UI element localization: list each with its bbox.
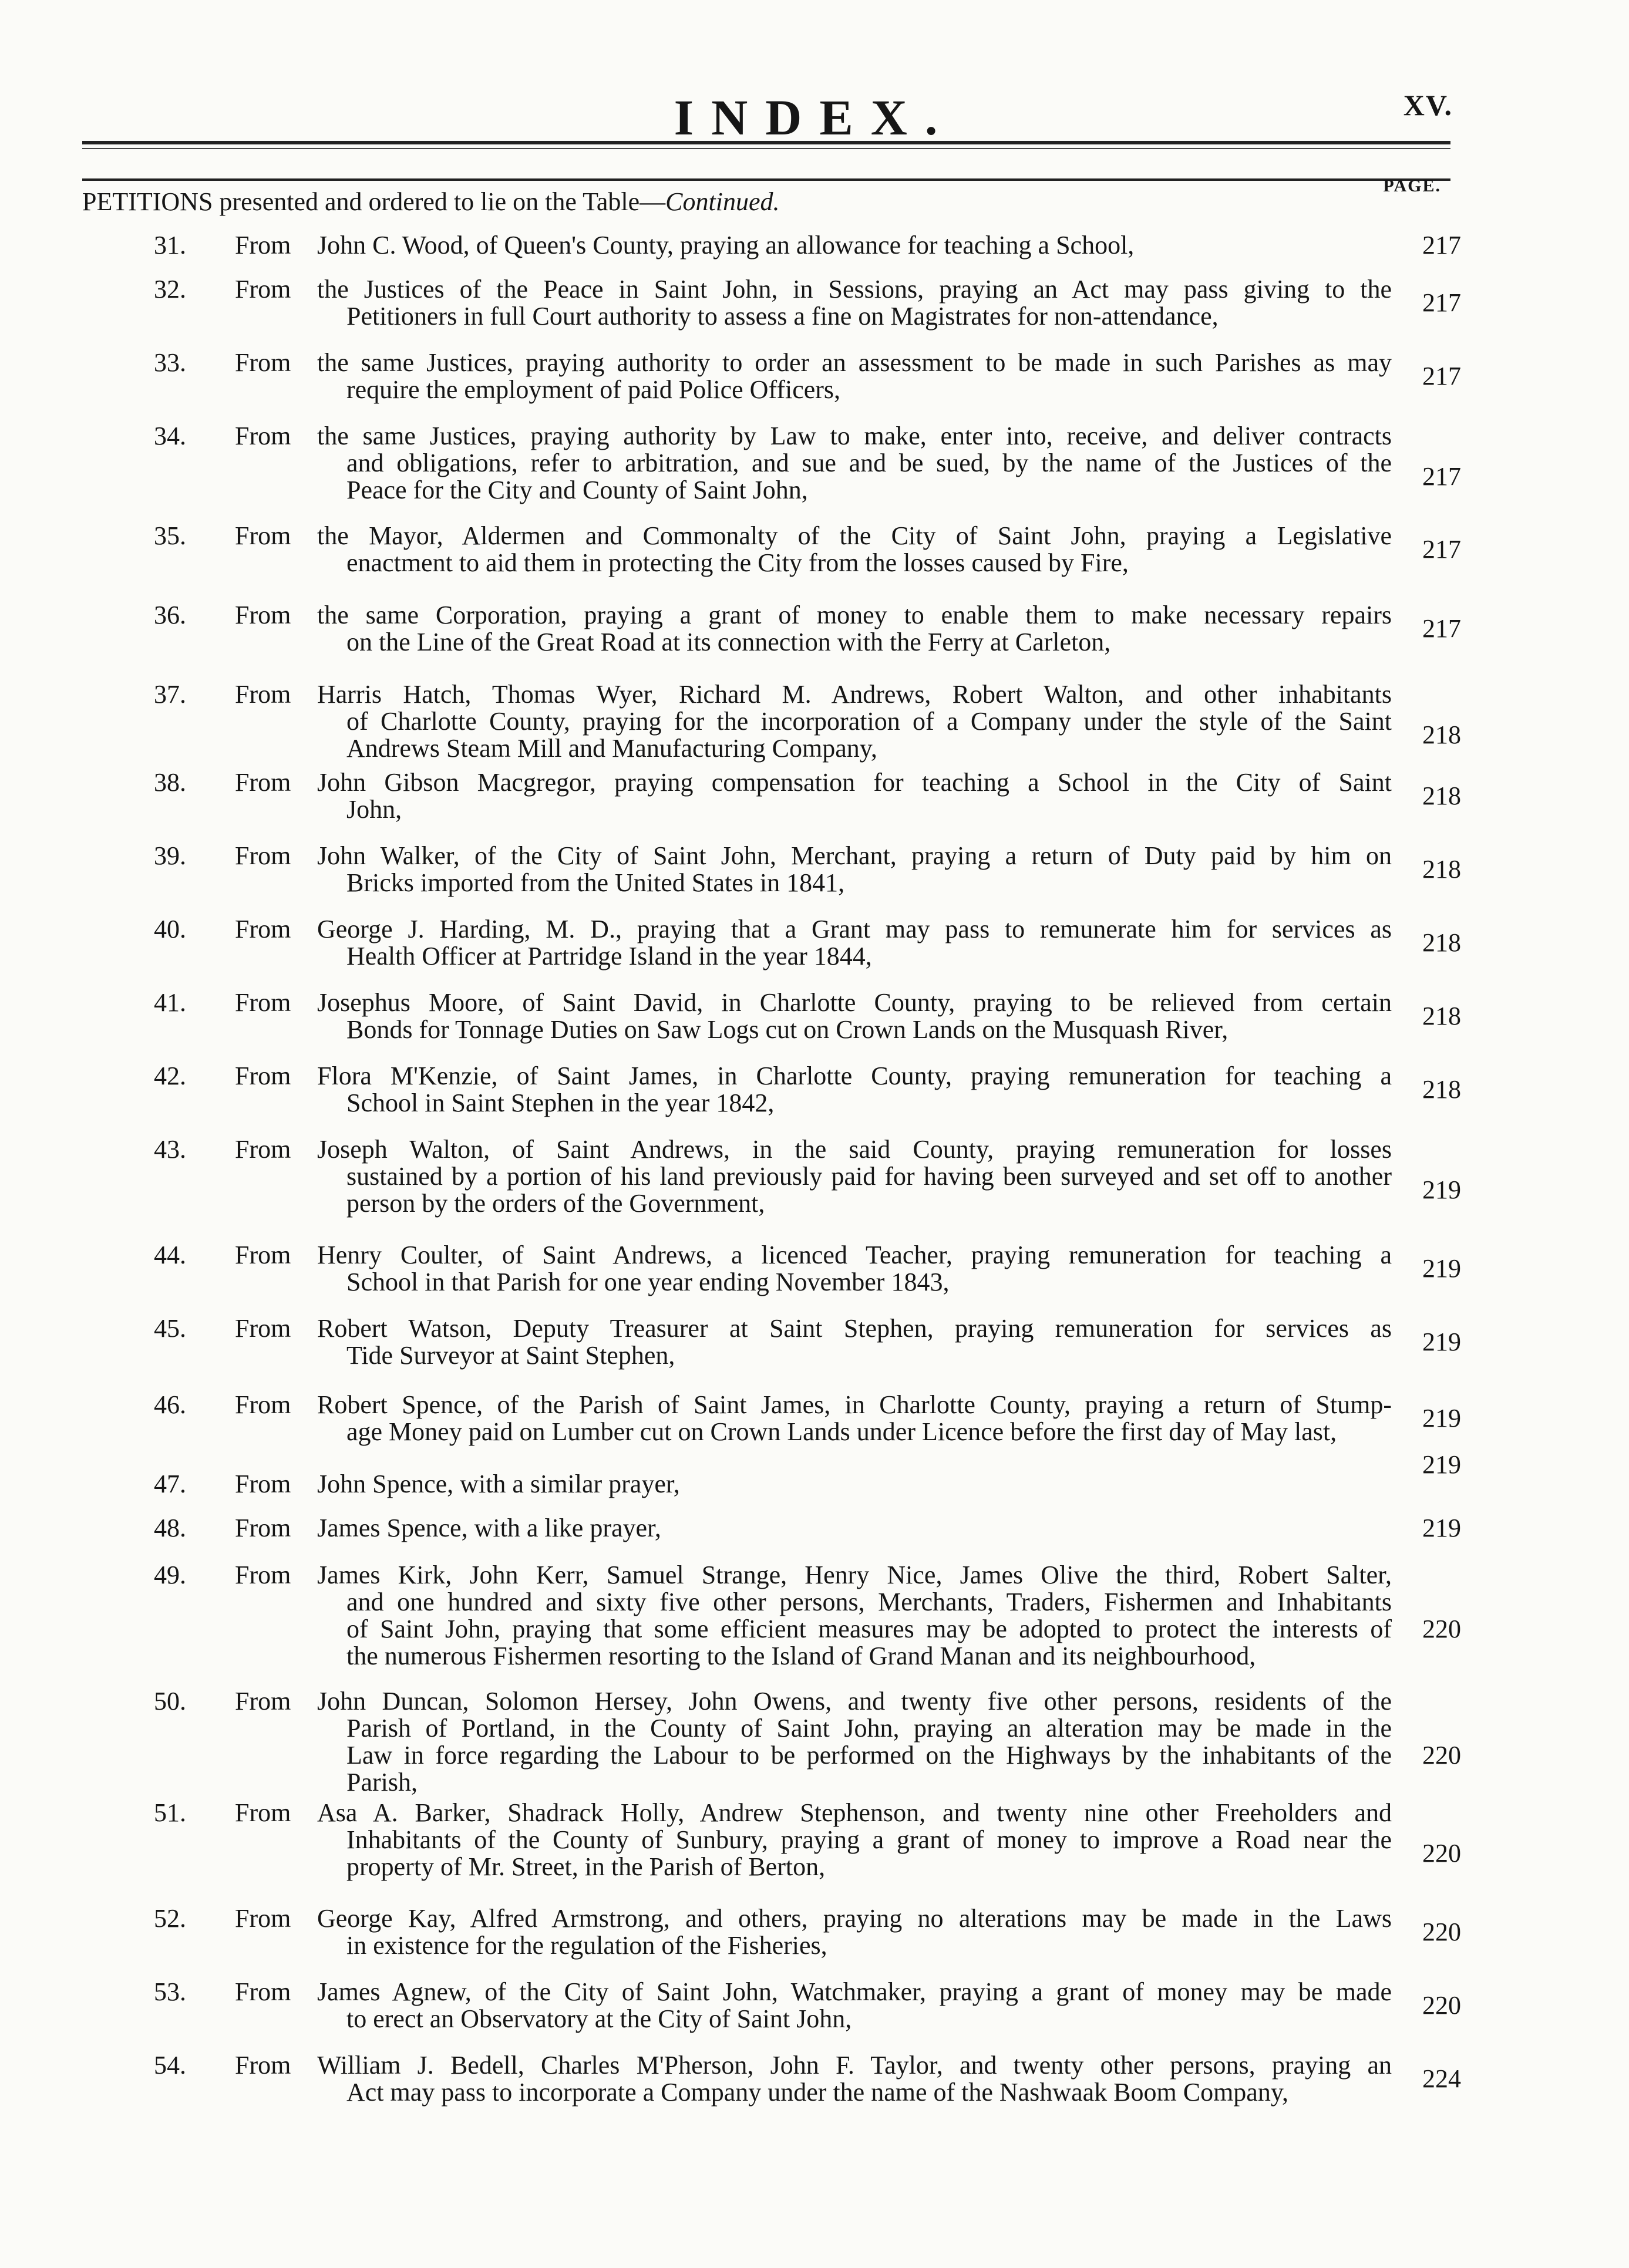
- entry-number: 51.: [154, 1798, 186, 1827]
- entry-page: 220: [1422, 1839, 1461, 1868]
- entry-from: From: [235, 768, 291, 797]
- entry-text-line: John Gibson Macgregor, praying compensation for teaching a School in the City of Saint: [317, 768, 1392, 797]
- entry-page: 218: [1422, 855, 1461, 884]
- entry-page: 218: [1422, 1002, 1461, 1030]
- entry-number: 50.: [154, 1687, 186, 1716]
- entry-from: From: [235, 521, 291, 550]
- entry-text-line: Act may pass to incorporate a Company under the name of the Nashwaak Boom Company,: [346, 2078, 1288, 2107]
- entry-number: 54.: [154, 2051, 186, 2080]
- entry-number: 34.: [154, 422, 186, 450]
- header-rule-thin: [82, 148, 1450, 149]
- entry-text-line: Harris Hatch, Thomas Wyer, Richard M. Andrews, Robert Walton, and other inhabitants: [317, 680, 1392, 709]
- entry-from: From: [235, 231, 291, 260]
- page-title: INDEX.: [674, 89, 955, 146]
- entry-number: 43.: [154, 1135, 186, 1164]
- entry-from: From: [235, 1390, 291, 1419]
- entry-text-line: and one hundred and sixty five other persons, Merchants, Traders, Fishermen and Inhabitants: [346, 1588, 1392, 1616]
- entry-page: 220: [1422, 1917, 1461, 1946]
- entry-page: 219: [1422, 1175, 1461, 1204]
- entry-from: From: [235, 275, 291, 304]
- header-rule: [82, 141, 1450, 144]
- entry-text-line: John Spence, with a similar prayer,: [317, 1470, 680, 1498]
- entry-number: 48.: [154, 1514, 186, 1542]
- entry-page: 218: [1422, 1075, 1461, 1104]
- entry-from: From: [235, 1135, 291, 1164]
- entry-text-line: and obligations, refer to arbitration, and sue and be sued, by the name of the Justices of the: [346, 449, 1392, 477]
- entry-text-line: Parish,: [346, 1768, 418, 1797]
- entry-text-line: John,: [346, 795, 402, 824]
- entry-page: 217: [1422, 535, 1461, 564]
- entry-text-line: to erect an Observatory at the City of Saint John,: [346, 2004, 852, 2033]
- entry-text-line: William J. Bedell, Charles M'Pherson, John F. Taylor, and twenty other persons, praying an: [317, 2051, 1392, 2080]
- entry-text-line: age Money paid on Lumber cut on Crown Lands under Licence before the first day of May last,: [346, 1417, 1337, 1446]
- entry-text-line: of Charlotte County, praying for the incorporation of a Company under the style of the Saint: [346, 707, 1392, 736]
- entry-text-line: Henry Coulter, of Saint Andrews, a licenced Teacher, praying remuneration for teaching a: [317, 1241, 1392, 1269]
- entry-text-line: School in that Parish for one year ending November 1843,: [346, 1268, 950, 1296]
- entry-number: 31.: [154, 231, 186, 260]
- entry-text-line: School in Saint Stephen in the year 1842,: [346, 1088, 775, 1117]
- entry-text-line: the same Corporation, praying a grant of money to enable them to make necessary repairs: [317, 601, 1392, 629]
- entry-page: 217: [1422, 288, 1461, 317]
- entry-text-line: Health Officer at Partridge Island in the year 1844,: [346, 942, 872, 970]
- entry-text-line: enactment to aid them in protecting the City from the losses caused by Fire,: [346, 548, 1129, 577]
- entry-text-line: Andrews Steam Mill and Manufacturing Company,: [346, 734, 877, 763]
- entry-number: 35.: [154, 521, 186, 550]
- entry-text-line: Flora M'Kenzie, of Saint James, in Charlotte County, praying remuneration for teaching a: [317, 1061, 1392, 1090]
- entry-from: From: [235, 2051, 291, 2080]
- entry-from: From: [235, 1061, 291, 1090]
- entry-page: 217: [1422, 362, 1461, 390]
- entry-page: 219: [1422, 1404, 1461, 1433]
- entry-number: 52.: [154, 1904, 186, 1933]
- entry-page: 220: [1422, 1991, 1461, 2020]
- entry-from: From: [235, 1241, 291, 1269]
- entry-text-line: Robert Watson, Deputy Treasurer at Saint Stephen, praying remuneration for services as: [317, 1314, 1392, 1343]
- entry-text-line: the same Justices, praying authority to order an assessment to be made in such Parishes as may: [317, 348, 1392, 377]
- entry-text-line: Joseph Walton, of Saint Andrews, in the said County, praying remuneration for losses: [317, 1135, 1392, 1164]
- entry-from: From: [235, 601, 291, 629]
- entry-text-line: Law in force regarding the Labour to be performed on the Highways by the inhabitants of the: [346, 1741, 1392, 1770]
- entry-number: 40.: [154, 915, 186, 943]
- entry-page: 217: [1422, 462, 1461, 491]
- entry-page: 219: [1422, 1514, 1461, 1542]
- entry-text-line: the Mayor, Aldermen and Commonalty of the City of Saint John, praying a Legislative: [317, 521, 1392, 550]
- entry-from: From: [235, 1687, 291, 1716]
- entry-page: 217: [1422, 614, 1461, 643]
- entry-text-line: Bonds for Tonnage Duties on Saw Logs cut on Crown Lands on the Musquash River,: [346, 1015, 1229, 1044]
- entry-text-line: of Saint John, praying that some efficient measures may be adopted to protect the interests of: [346, 1615, 1392, 1643]
- entry-text-line: John C. Wood, of Queen's County, praying an allowance for teaching a School,: [317, 231, 1135, 260]
- entry-number: 37.: [154, 680, 186, 709]
- entry-text-line: in existence for the regulation of the Fisheries,: [346, 1931, 827, 1960]
- entry-number: 39.: [154, 841, 186, 870]
- entry-number: 49.: [154, 1561, 186, 1589]
- entry-text-line: Bricks imported from the United States in 1841,: [346, 868, 845, 897]
- entry-page: 218: [1422, 781, 1461, 810]
- entry-text-line: James Spence, with a like prayer,: [317, 1514, 661, 1542]
- entry-page: 219: [1422, 1254, 1461, 1283]
- section-rule: [82, 178, 1450, 181]
- entry-number: 47.: [154, 1470, 186, 1498]
- entry-text-line: George J. Harding, M. D., praying that a Grant may pass to remunerate him for services as: [317, 915, 1392, 943]
- entry-text-line: John Duncan, Solomon Hersey, John Owens, and twenty five other persons, residents of the: [317, 1687, 1392, 1716]
- section-continued: Continued.: [665, 187, 780, 216]
- page-number: XV.: [1403, 89, 1453, 122]
- entry-text-line: on the Line of the Great Road at its connection with the Ferry at Carleton,: [346, 628, 1111, 656]
- entry-text-line: James Agnew, of the City of Saint John, Watchmaker, praying a grant of money may be made: [317, 1977, 1392, 2006]
- entry-page: 218: [1422, 928, 1461, 957]
- entry-from: From: [235, 841, 291, 870]
- entry-number: 33.: [154, 348, 186, 377]
- entry-text-line: Asa A. Barker, Shadrack Holly, Andrew Stephenson, and twenty nine other Freeholders and: [317, 1798, 1392, 1827]
- entry-page: 220: [1422, 1741, 1461, 1770]
- entry-number: 41.: [154, 988, 186, 1017]
- entry-from: From: [235, 422, 291, 450]
- entry-from: From: [235, 1470, 291, 1498]
- entry-text-line: sustained by a portion of his land previously paid for having been surveyed and set off to another: [346, 1162, 1392, 1191]
- entry-from: From: [235, 1798, 291, 1827]
- entry-text-line: require the employment of paid Police Officers,: [346, 375, 841, 404]
- section-title-text: PETITIONS presented and ordered to lie on the Table—: [82, 187, 666, 216]
- entry-text-line: Petitioners in full Court authority to assess a fine on Magistrates for non-attendance,: [346, 302, 1219, 331]
- entry-page: 224: [1422, 2064, 1461, 2093]
- entry-page: 219: [1422, 1327, 1461, 1356]
- entry-from: From: [235, 348, 291, 377]
- entry-number: 42.: [154, 1061, 186, 1090]
- entry-from: From: [235, 988, 291, 1017]
- entry-text-line: Josephus Moore, of Saint David, in Charlotte County, praying to be relieved from certain: [317, 988, 1392, 1017]
- entry-number: 53.: [154, 1977, 186, 2006]
- entry-number: 44.: [154, 1241, 186, 1269]
- page-column-heading: PAGE.: [1383, 176, 1441, 196]
- entry-from: From: [235, 1314, 291, 1343]
- entry-page-secondary: 219: [1422, 1450, 1461, 1479]
- entry-text-line: property of Mr. Street, in the Parish of Berton,: [346, 1852, 826, 1881]
- entry-text-line: George Kay, Alfred Armstrong, and others, praying no alterations may be made in the Laws: [317, 1904, 1392, 1933]
- entry-text-line: the numerous Fishermen resorting to the Island of Grand Manan and its neighbourhood,: [346, 1642, 1256, 1670]
- entry-text-line: Tide Surveyor at Saint Stephen,: [346, 1341, 675, 1370]
- entry-from: From: [235, 915, 291, 943]
- entry-page: 218: [1422, 720, 1461, 749]
- entry-text-line: Robert Spence, of the Parish of Saint James, in Charlotte County, praying a return of Stump-: [317, 1390, 1392, 1419]
- entry-number: 32.: [154, 275, 186, 304]
- entry-text-line: person by the orders of the Government,: [346, 1189, 765, 1218]
- entry-text-line: Inhabitants of the County of Sunbury, praying a grant of money to improve a Road near the: [346, 1825, 1392, 1854]
- entry-from: From: [235, 680, 291, 709]
- entry-text-line: Parish of Portland, in the County of Saint John, praying an alteration may be made in the: [346, 1714, 1392, 1743]
- entry-text-line: Peace for the City and County of Saint John,: [346, 476, 808, 504]
- entry-from: From: [235, 1561, 291, 1589]
- entry-page: 217: [1422, 231, 1461, 260]
- entry-text-line: the same Justices, praying authority by Law to make, enter into, receive, and deliver contracts: [317, 422, 1392, 450]
- entry-from: From: [235, 1904, 291, 1933]
- entry-number: 38.: [154, 768, 186, 797]
- entry-number: 45.: [154, 1314, 186, 1343]
- entry-number: 46.: [154, 1390, 186, 1419]
- entry-from: From: [235, 1514, 291, 1542]
- entry-number: 36.: [154, 601, 186, 629]
- entry-text-line: James Kirk, John Kerr, Samuel Strange, Henry Nice, James Olive the third, Robert Salter,: [317, 1561, 1392, 1589]
- entry-text-line: John Walker, of the City of Saint John, Merchant, praying a return of Duty paid by him on: [317, 841, 1392, 870]
- entry-page: 220: [1422, 1615, 1461, 1643]
- section-title: [82, 187, 780, 217]
- entry-from: From: [235, 1977, 291, 2006]
- entry-text-line: the Justices of the Peace in Saint John, in Sessions, praying an Act may pass giving to the: [317, 275, 1392, 304]
